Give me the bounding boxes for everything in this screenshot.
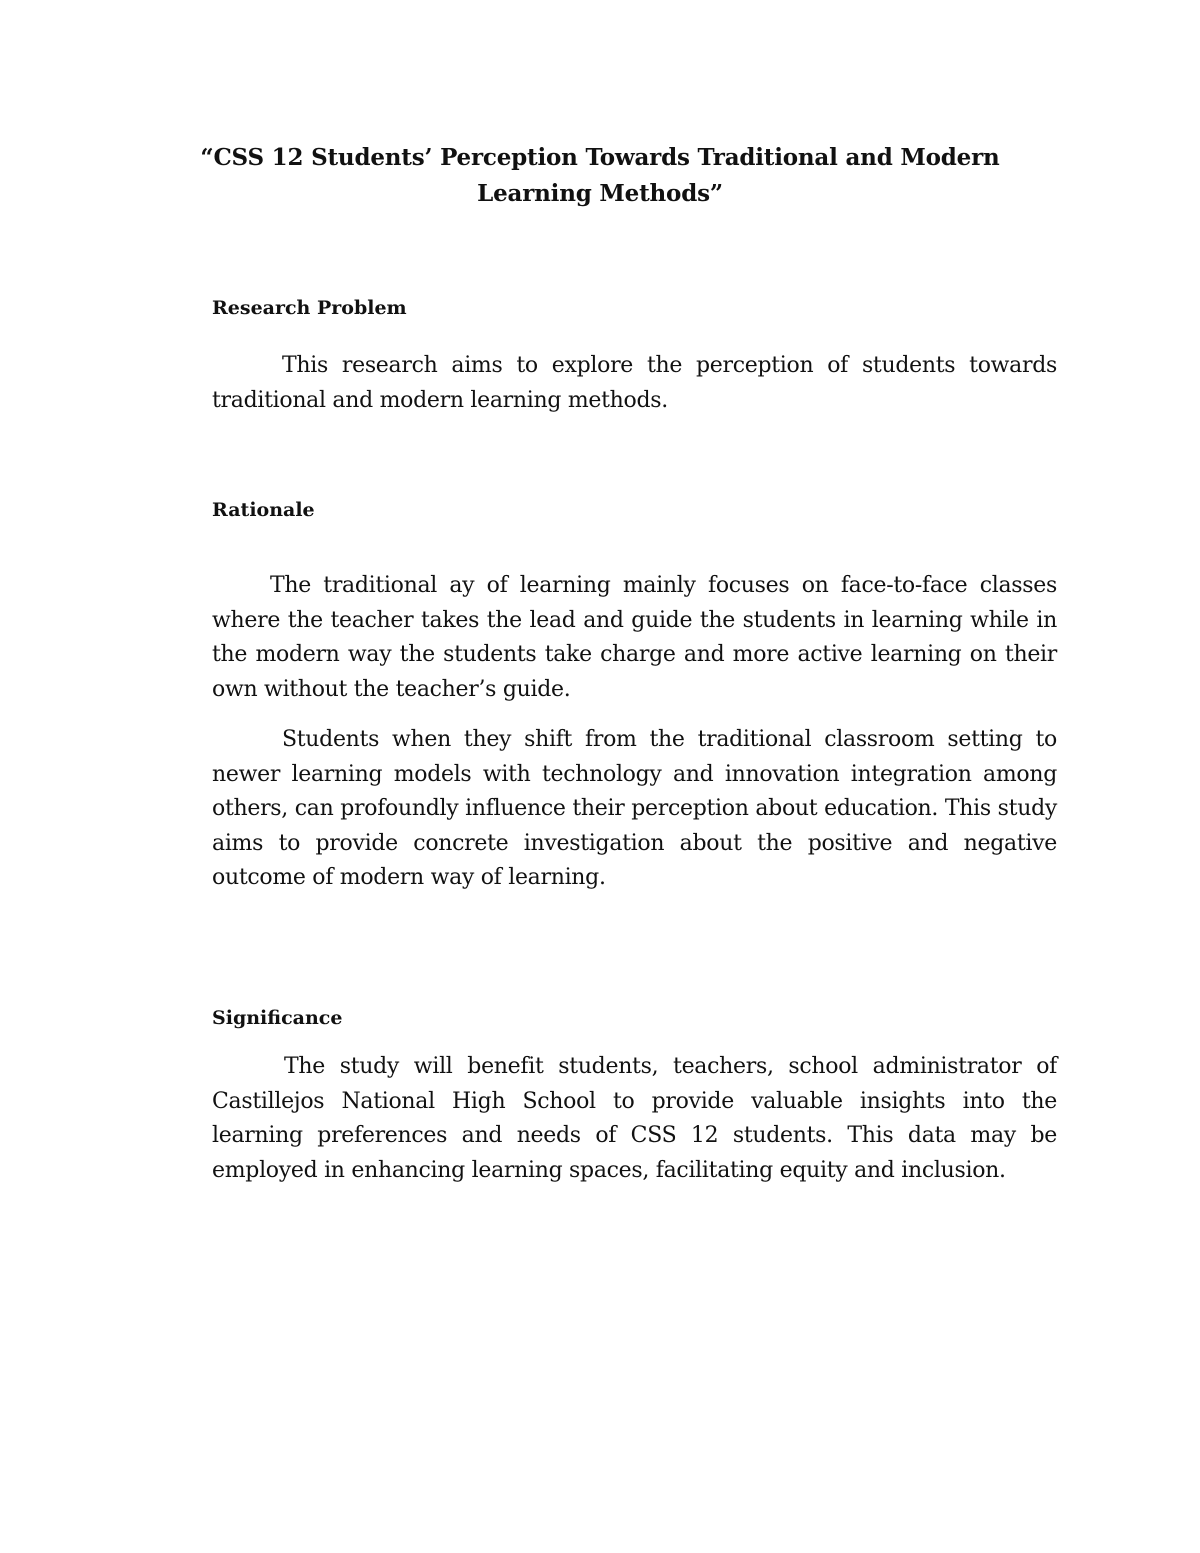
significance-heading: Significance [212, 1007, 343, 1029]
document-title [160, 140, 1040, 212]
rationale-paragraph-1: The traditional ay of learning mainly focuses on face-to-face classes where the teacher takes the lead and guide the students in learning while in the modern way the students take charge and more active learning on their own without the teacher’s guide. [212, 573, 1057, 702]
title-line-1: “CSS 12 Students’ Perception Towards Traditional and Modern [200, 144, 1000, 171]
significance-paragraph: The study will benefit students, teachers, school administrator of Castillejos National High School to provide valuable insights into the learning preferences and needs of CSS 12 students. This data may be employed in enhancing learning spaces, facilitating equity and inclusion. [212, 1054, 1057, 1183]
rationale-heading: Rationale [212, 499, 315, 521]
research-problem-heading: Research Problem [212, 297, 407, 319]
rationale-paragraph-2: Students when they shift from the traditional classroom setting to newer learning models with technology and innovation integration among others, can profoundly influence their perception about education. This study aims to provide concrete investigation about the positive and negative outcome of modern way of learning. [212, 727, 1057, 890]
research-problem-paragraph: This research aims to explore the perception of students towards traditional and modern learning methods. [212, 353, 1057, 413]
title-line-2: Learning Methods” [477, 180, 723, 207]
